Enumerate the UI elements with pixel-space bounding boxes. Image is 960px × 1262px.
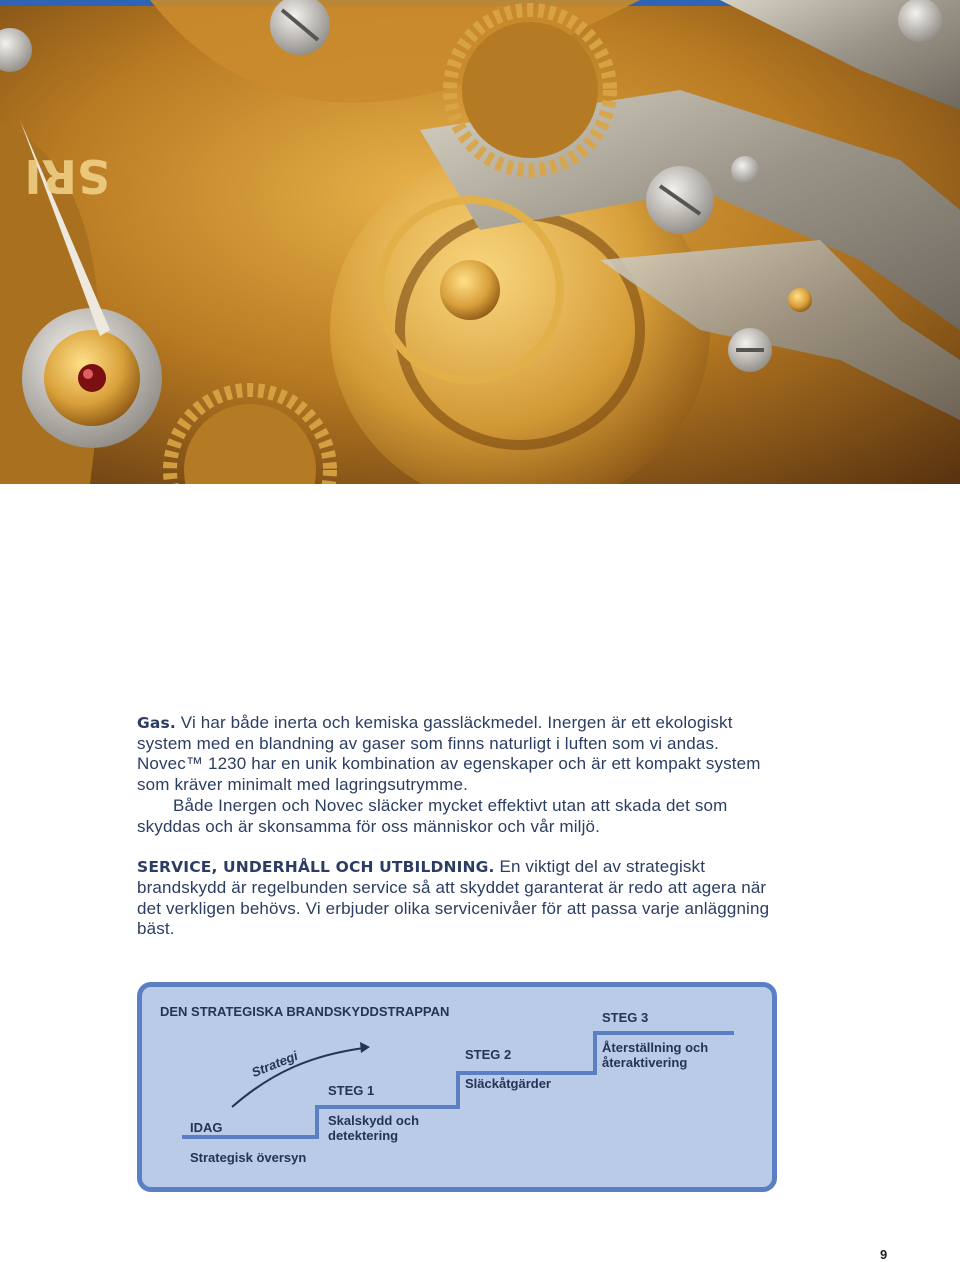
- service-text: En viktigt del av strategiskt brandskydd är regelbunden service så att skyddet garanterat är redo att agera när det verkligen behövs. Vi erbjuder olika servicenivåer för att passa varje anläggning bäst.: [137, 857, 770, 939]
- clockwork-photo: [0, 0, 960, 484]
- step-3-name: STEG 3: [602, 1010, 649, 1025]
- gas-paragraph-2: Både Inergen och Novec släcker mycket effektivt utan att skada det som skyddas och är skonsamma för oss människor och vår miljö.: [137, 795, 728, 836]
- step-3-desc: Återställning och återaktivering: [602, 1040, 709, 1070]
- step-2-desc: Släckåtgärder: [465, 1076, 551, 1091]
- step-1-name: STEG 1: [328, 1083, 375, 1098]
- arrow-head-icon: [360, 1042, 370, 1053]
- step-idag-desc: Strategisk översyn: [190, 1150, 307, 1165]
- step-idag-name: IDAG: [190, 1120, 223, 1135]
- strategy-label: Strategi: [249, 1047, 300, 1080]
- service-paragraph: [137, 857, 782, 940]
- svg-text:SRI: SRI: [24, 149, 110, 203]
- staircase-diagram: [137, 982, 777, 1192]
- body-text: [137, 713, 782, 940]
- gas-text: Vi har både inerta och kemiska gassläckmedel. Inergen är ett ekologiskt system med en blandning av gaser som finns naturligt i luften som vi andas. Novec™ 1230 har en unik kombination av egenskaper och är ett kompakt system som kräver minimalt med lagringsutrymme.: [137, 713, 761, 795]
- step-1-desc: Skalskydd och detektering: [328, 1113, 420, 1143]
- step-2-name: STEG 2: [465, 1047, 512, 1062]
- gas-paragraph: [137, 713, 782, 796]
- page-number: 9: [880, 1247, 888, 1262]
- gas-lead: Gas.: [137, 714, 176, 732]
- service-lead: SERVICE, UNDERHÅLL OCH UTBILDNING.: [137, 858, 495, 877]
- diagram-title: DEN STRATEGISKA BRANDSKYDDSTRAPPAN: [160, 1004, 450, 1019]
